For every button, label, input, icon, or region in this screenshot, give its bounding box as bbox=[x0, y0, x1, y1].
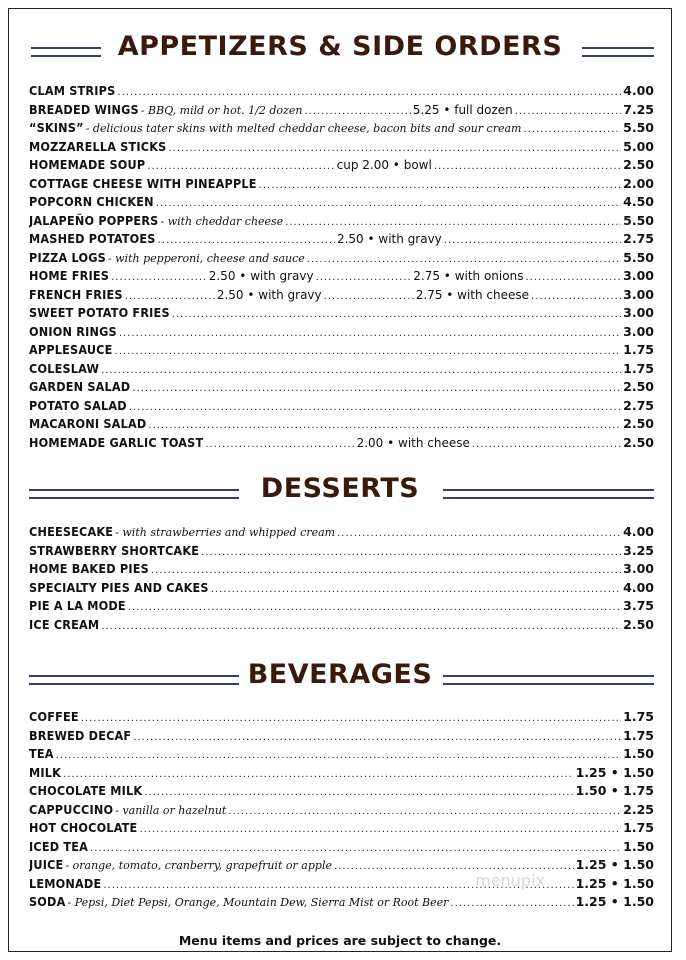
dot-leader bbox=[515, 106, 621, 117]
header-rule-right bbox=[582, 47, 654, 57]
dot-leader bbox=[63, 769, 574, 780]
item-price: 2.75 bbox=[623, 397, 654, 413]
item-name: MACARONI SALAD bbox=[29, 416, 147, 431]
item-name: CHEESECAKE bbox=[29, 524, 114, 539]
header-rule-right bbox=[443, 675, 654, 685]
item-price: 1.25 • 1.50 bbox=[575, 857, 654, 872]
dot-leader bbox=[337, 528, 621, 539]
item-name: JALAPEÑO POPPERS bbox=[29, 212, 159, 228]
item-price: 4.00 bbox=[623, 579, 654, 595]
menu-item bbox=[29, 324, 654, 343]
dot-leader bbox=[139, 824, 621, 835]
item-name: LEMONADE bbox=[29, 875, 102, 891]
menu-item bbox=[29, 561, 654, 580]
menu-item bbox=[29, 194, 654, 213]
item-price: 3.00 bbox=[623, 323, 654, 339]
item-name: MASHED POTATOES bbox=[29, 231, 156, 246]
item-description: - delicious tater skins with melted cheddar cheese, bacon bits and sour cream bbox=[85, 122, 522, 135]
dot-leader bbox=[111, 272, 207, 283]
menu-item bbox=[29, 416, 654, 435]
dot-leader bbox=[125, 291, 215, 302]
item-description: - Pepsi, Diet Pepsi, Orange, Mountain Dew, Sierra Mist or Root Beer bbox=[67, 896, 449, 909]
item-option-price: 2.75 • with cheese bbox=[415, 287, 530, 302]
item-option-price: 2.00 • with cheese bbox=[356, 435, 470, 450]
menu-item bbox=[29, 379, 654, 398]
item-price: 5.50 bbox=[623, 249, 654, 265]
menu-item bbox=[29, 728, 654, 747]
item-price: 1.75 bbox=[623, 342, 654, 357]
dot-leader bbox=[90, 843, 621, 854]
menu-page bbox=[8, 8, 672, 952]
item-price: 2.50 bbox=[623, 434, 654, 450]
item-name: CAPPUCCINO bbox=[29, 801, 114, 817]
item-option-price: 2.50 • with gravy bbox=[216, 287, 322, 302]
item-name: CLAM STRIPS bbox=[29, 83, 116, 98]
dot-leader bbox=[168, 143, 621, 154]
item-price: 4.00 bbox=[623, 83, 654, 98]
item-option-price: 2.50 • with gravy bbox=[336, 232, 442, 246]
item-name: HOMEMADE SOUP bbox=[29, 157, 146, 172]
item-description: - with strawberries and whipped cream bbox=[115, 526, 336, 539]
menu-item bbox=[29, 213, 654, 232]
dot-leader bbox=[101, 365, 621, 376]
item-description: - BBQ, mild or hot. 1/2 dozen bbox=[140, 103, 303, 117]
item-price: 1.25 • 1.50 bbox=[575, 875, 654, 891]
item-name: HOT CHOCOLATE bbox=[29, 820, 138, 835]
section-header-appetizers bbox=[9, 31, 671, 75]
item-price: 3.00 bbox=[623, 286, 654, 302]
item-price: 3.25 bbox=[623, 542, 654, 558]
item-name: FRENCH FRIES bbox=[29, 286, 123, 302]
item-price: 1.25 • 1.50 bbox=[575, 764, 654, 780]
item-name: STRAWBERRY SHORTCAKE bbox=[29, 542, 200, 558]
item-price: 2.50 bbox=[623, 157, 654, 172]
item-price: 7.25 bbox=[623, 101, 654, 117]
menu-item bbox=[29, 820, 654, 839]
appetizers-list bbox=[29, 83, 654, 453]
menu-item bbox=[29, 802, 654, 821]
item-name: APPLESAUCE bbox=[29, 342, 113, 357]
item-name: ONION RINGS bbox=[29, 323, 117, 339]
item-name: MOZZARELLA STICKS bbox=[29, 138, 167, 154]
section-header-desserts bbox=[9, 473, 671, 517]
item-name: “SKINS” bbox=[29, 120, 84, 135]
item-price: 1.50 bbox=[623, 838, 654, 854]
item-price: 1.75 bbox=[623, 709, 654, 724]
item-name: POPCORN CHICKEN bbox=[29, 194, 154, 209]
menu-item bbox=[29, 287, 654, 306]
dot-leader bbox=[324, 291, 414, 302]
menu-item bbox=[29, 857, 654, 876]
item-name: BREWED DECAF bbox=[29, 727, 132, 743]
menu-item bbox=[29, 617, 654, 636]
menu-item bbox=[29, 102, 654, 121]
item-price: 3.00 bbox=[623, 305, 654, 320]
item-name: GARDEN SALAD bbox=[29, 379, 131, 394]
item-price: 1.75 bbox=[623, 360, 654, 376]
dot-leader bbox=[472, 439, 621, 450]
dot-leader bbox=[148, 420, 621, 431]
dot-leader bbox=[147, 161, 334, 172]
dot-leader bbox=[211, 584, 621, 595]
dot-leader bbox=[316, 272, 412, 283]
item-description: - orange, tomato, cranberry, grapefruit or apple bbox=[65, 859, 332, 872]
beverages-list bbox=[29, 709, 654, 913]
dot-leader bbox=[285, 217, 621, 228]
item-name: HOME FRIES bbox=[29, 268, 110, 283]
menu-item bbox=[29, 398, 654, 417]
item-name: HOMEMADE GARLIC TOAST bbox=[29, 434, 204, 450]
dot-leader bbox=[201, 547, 621, 558]
item-name: ICED TEA bbox=[29, 838, 89, 854]
item-name: PIZZA LOGS bbox=[29, 249, 106, 265]
menu-item bbox=[29, 305, 654, 324]
item-name: SPECIALTY PIES AND CAKES bbox=[29, 579, 209, 595]
dot-leader bbox=[434, 161, 621, 172]
dot-leader bbox=[450, 898, 573, 909]
dot-leader bbox=[172, 309, 621, 320]
item-price: 5.00 bbox=[623, 138, 654, 154]
item-name: JUICE bbox=[29, 857, 64, 872]
dot-leader bbox=[307, 254, 621, 265]
item-name: SODA bbox=[29, 894, 66, 909]
item-price: 1.50 • 1.75 bbox=[575, 783, 654, 798]
menu-item bbox=[29, 342, 654, 361]
dot-leader bbox=[128, 602, 621, 613]
item-price: 5.50 bbox=[623, 120, 654, 135]
menu-item bbox=[29, 765, 654, 784]
item-description: - with pepperoni, cheese and sauce bbox=[107, 251, 305, 265]
dot-leader bbox=[101, 621, 621, 632]
menu-item bbox=[29, 231, 654, 250]
watermark: menupix bbox=[475, 871, 545, 890]
menu-item bbox=[29, 435, 654, 454]
item-name: COLESLAW bbox=[29, 360, 100, 376]
item-name: MILK bbox=[29, 764, 62, 780]
dot-leader bbox=[151, 565, 621, 576]
dot-leader bbox=[119, 328, 621, 339]
menu-item bbox=[29, 524, 654, 543]
section-title-desserts: DESSERTS bbox=[260, 473, 420, 504]
dot-leader bbox=[129, 402, 621, 413]
item-name: BREADED WINGS bbox=[29, 101, 139, 117]
menu-item bbox=[29, 876, 654, 895]
dot-leader bbox=[158, 235, 335, 246]
item-price: 4.00 bbox=[623, 524, 654, 539]
dot-leader bbox=[115, 346, 622, 357]
item-name: PIE A LA MODE bbox=[29, 598, 126, 613]
dot-leader bbox=[132, 383, 621, 394]
item-name: HOME BAKED PIES bbox=[29, 561, 149, 576]
item-description: - with cheddar cheese bbox=[160, 214, 284, 228]
section-header-beverages bbox=[9, 659, 671, 703]
item-name: ICE CREAM bbox=[29, 616, 100, 632]
item-name: POTATO SALAD bbox=[29, 397, 127, 413]
dot-leader bbox=[259, 180, 621, 191]
menu-item bbox=[29, 139, 654, 158]
item-price: 1.25 • 1.50 bbox=[575, 894, 654, 909]
item-option-price: 5.25 • full dozen bbox=[412, 102, 513, 117]
item-name: COFFEE bbox=[29, 709, 79, 724]
dot-leader bbox=[205, 439, 354, 450]
item-name: CHOCOLATE MILK bbox=[29, 783, 143, 798]
menu-item bbox=[29, 709, 654, 728]
item-name: SWEET POTATO FRIES bbox=[29, 305, 170, 320]
section-title-appetizers: APPETIZERS & SIDE ORDERS bbox=[117, 31, 563, 62]
item-option-price: 2.75 • with onions bbox=[413, 269, 524, 283]
dot-leader bbox=[133, 732, 621, 743]
item-price: 2.50 bbox=[623, 379, 654, 394]
menu-item bbox=[29, 361, 654, 380]
dot-leader bbox=[228, 806, 621, 817]
dot-leader bbox=[156, 198, 621, 209]
item-price: 5.50 bbox=[623, 212, 654, 228]
menu-item bbox=[29, 268, 654, 287]
header-rule-right bbox=[443, 489, 654, 499]
menu-item bbox=[29, 839, 654, 858]
item-price: 2.50 bbox=[623, 616, 654, 632]
item-price: 3.00 bbox=[623, 268, 654, 283]
dot-leader bbox=[56, 750, 621, 761]
menu-item bbox=[29, 83, 654, 102]
item-price: 1.75 bbox=[623, 727, 654, 743]
menu-item bbox=[29, 176, 654, 195]
menu-item bbox=[29, 783, 654, 802]
dot-leader bbox=[444, 235, 621, 246]
dot-leader bbox=[144, 787, 573, 798]
item-price: 1.50 bbox=[623, 746, 654, 761]
item-description: - vanilla or hazelnut bbox=[115, 803, 227, 817]
item-name: COTTAGE CHEESE WITH PINEAPPLE bbox=[29, 175, 257, 191]
item-price: 1.75 bbox=[623, 820, 654, 835]
item-price: 2.25 bbox=[623, 801, 654, 817]
footer-note: Menu items and prices are subject to change. bbox=[178, 933, 502, 948]
item-price: 2.50 bbox=[623, 416, 654, 431]
menu-item bbox=[29, 250, 654, 269]
menu-item bbox=[29, 120, 654, 139]
menu-item bbox=[29, 894, 654, 913]
menu-item bbox=[29, 598, 654, 617]
item-name: TEA bbox=[29, 746, 54, 761]
dot-leader bbox=[531, 291, 621, 302]
section-title-beverages: BEVERAGES bbox=[247, 659, 433, 690]
item-price: 3.00 bbox=[623, 561, 654, 576]
item-option-price: 2.50 • with gravy bbox=[208, 269, 314, 283]
menu-item bbox=[29, 157, 654, 176]
menu-item bbox=[29, 746, 654, 765]
item-price: 2.75 bbox=[623, 231, 654, 246]
desserts-list bbox=[29, 524, 654, 635]
item-price: 3.75 bbox=[623, 598, 654, 613]
menu-item bbox=[29, 543, 654, 562]
dot-leader bbox=[304, 106, 410, 117]
dot-leader bbox=[81, 713, 621, 724]
dot-leader bbox=[523, 124, 621, 135]
dot-leader bbox=[117, 87, 621, 98]
item-price: 4.50 bbox=[623, 194, 654, 209]
item-price: 2.00 bbox=[623, 175, 654, 191]
item-option-price: cup 2.00 • bowl bbox=[336, 158, 432, 172]
dot-leader bbox=[525, 272, 621, 283]
menu-item bbox=[29, 580, 654, 599]
